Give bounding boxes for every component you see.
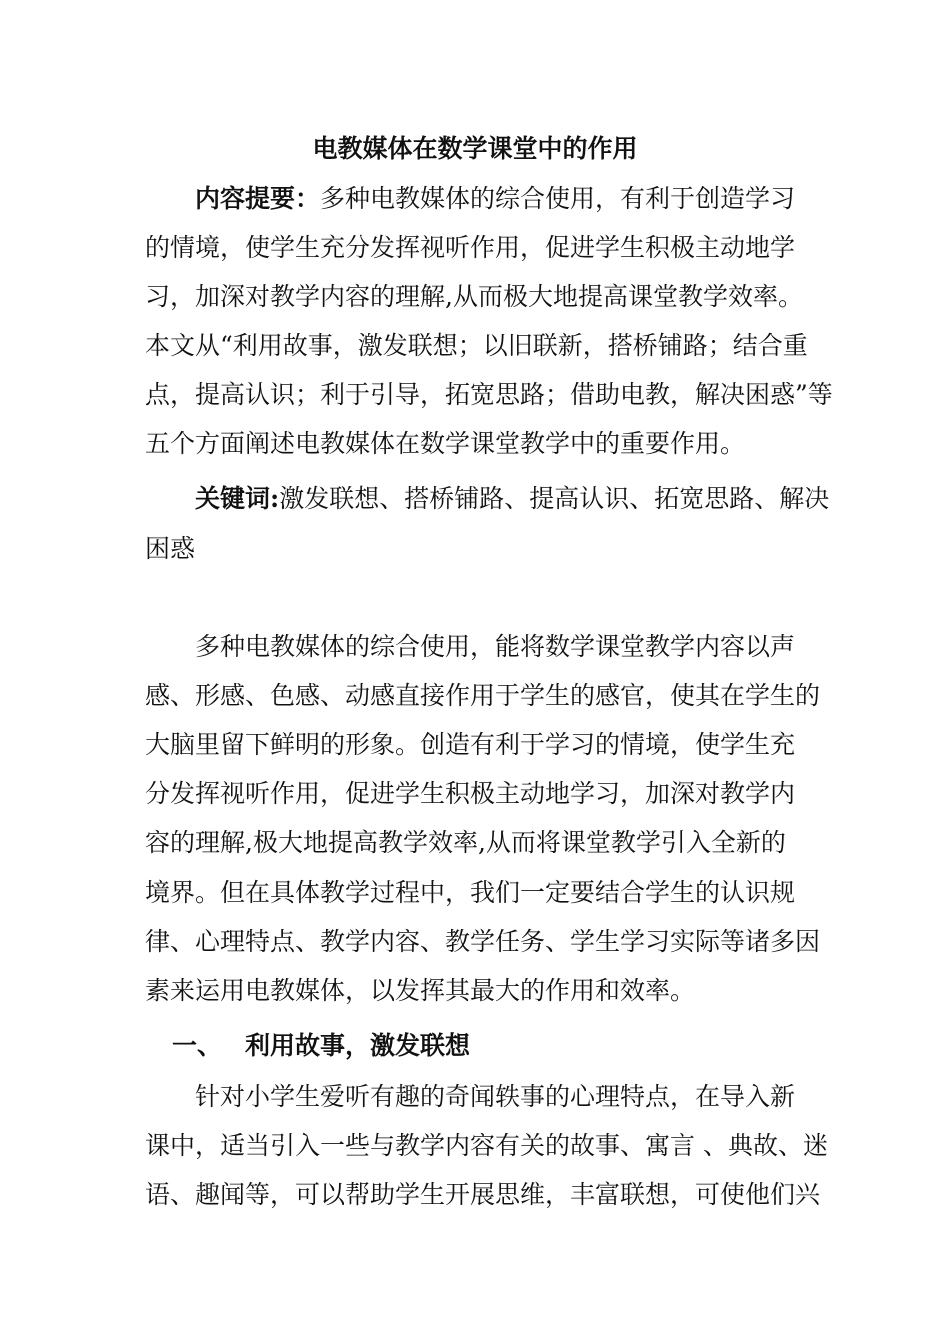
abstract-line: 多种电教媒体的综合使用，有利于创造学习 — [320, 184, 796, 213]
abstract-line: 习，加深对教学内容的理解,从而极大地提高课堂教学效率。 — [145, 282, 803, 311]
keywords-first-line — [195, 482, 829, 516]
section-line: 课中，适当引入一些与教学内容有关的故事、寓言 、典故、迷 — [145, 1131, 828, 1160]
intro-line: 大脑里留下鲜明的形象。创造有利于学习的情境，使学生充 — [145, 730, 796, 759]
section-line: 语、趣闻等，可以帮助学生开展思维，丰富联想，可使他们兴 — [145, 1180, 821, 1209]
abstract-line: 的情境，使学生充分发挥视听作用，促进学生积极主动地学 — [145, 233, 796, 262]
keywords-label: 关键词: — [195, 484, 280, 513]
intro-line: 境界。但在具体教学过程中，我们一定要结合学生的认识规 — [145, 878, 796, 907]
abstract-line: 五个方面阐述电教媒体在数学课堂教学中的重要作用。 — [145, 429, 746, 458]
section-heading: 利用故事，激发联想 — [245, 1031, 471, 1060]
keywords-line: 困惑 — [145, 534, 196, 563]
section-number: 一、 — [172, 1031, 223, 1060]
intro-line: 律、心理特点、教学内容、教学任务、学生学习实际等诸多因 — [145, 927, 821, 956]
document-title: 电教媒体在数学课堂中的作用 — [312, 134, 638, 163]
section-line: 针对小学生爱听有趣的奇闻轶事的心理特点，在导入新 — [195, 1082, 796, 1111]
intro-line: 感、形感、色感、动感直接作用于学生的感官，使其在学生的 — [145, 681, 821, 710]
intro-line: 容的理解,极大地提高教学效率,从而将课堂教学引入全新的 — [145, 828, 786, 857]
abstract-label: 内容提要： — [195, 184, 321, 213]
abstract-line: 本文从“利用故事，激发联想；以旧联新，搭桥铺路；结合重 — [145, 331, 808, 360]
intro-line: 分发挥视听作用，促进学生积极主动地学习，加深对教学内 — [145, 779, 796, 808]
abstract-first-line — [195, 182, 795, 216]
intro-line: 素来运用电教媒体，以发挥其最大的作用和效率。 — [145, 976, 696, 1005]
keywords-line: 激发联想、搭桥铺路、提高认识、拓宽思路、解决 — [279, 484, 830, 513]
abstract-line: 点，提高认识；利于引导，拓宽思路；借助电教，解决困惑”等 — [145, 380, 833, 409]
intro-line: 多种电教媒体的综合使用，能将数学课堂教学内容以声 — [195, 632, 796, 661]
